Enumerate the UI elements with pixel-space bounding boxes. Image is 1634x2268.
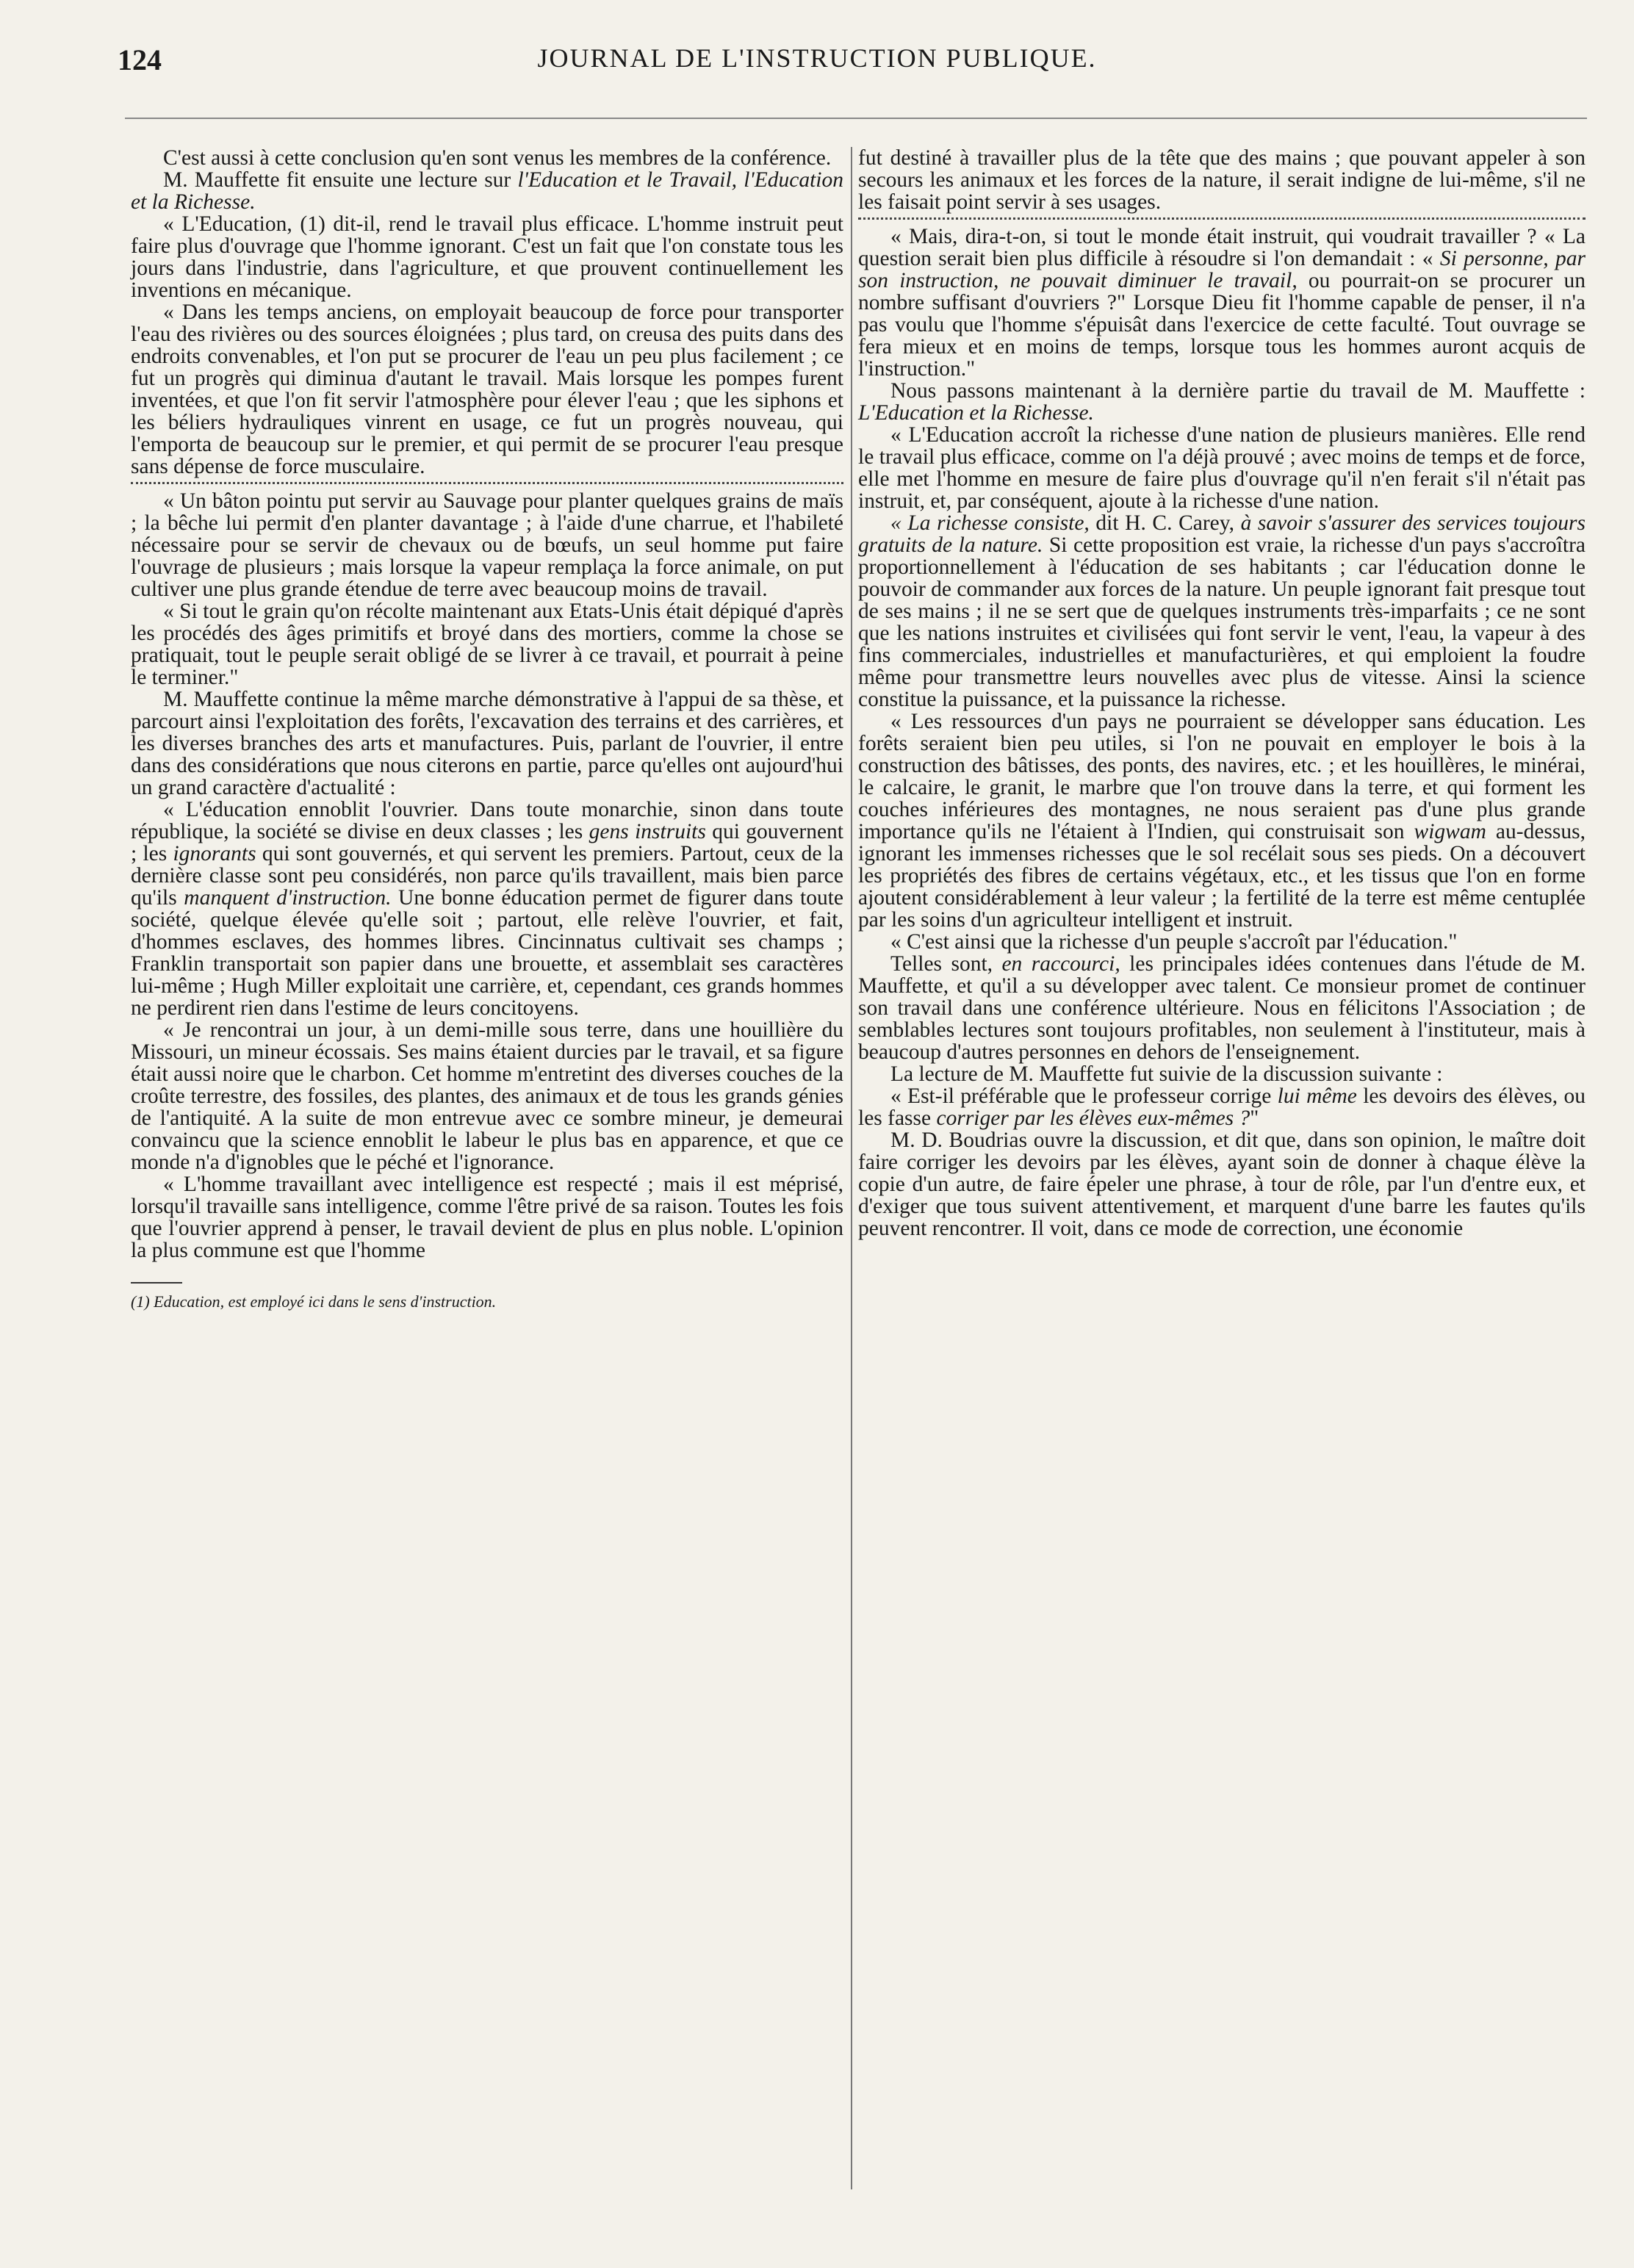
text: les principales idées contenues dans l'étude de M. Mauffette, et qu'il a su développer avec talent. Ce monsieur promet de continuer son travail dans une conférence ultérieure. Nous en félicitons l'Association ; de semblables lectures sont toujours profitables, non seulement à l'instituteur, mais à beaucoup d'autres personnes en dehors de l'enseignement. [858,952,1586,1064]
paragraph: « L'Education accroît la richesse d'une nation de plusieurs manières. Elle rend le travail plus efficace, comme on l'a déjà prouvé ; avec moins de temps et de force, elle met l'homme en mesure de faire plus d'ouvrage qu'il n'en ferait s'il n'était pas instruit, et, par conséquent, ajoute à la richesse d'une nation. [858,423,1586,513]
text: " [1250,1106,1259,1130]
paragraph: « C'est ainsi que la richesse d'un peuple s'accroît par l'éducation." [890,930,1458,954]
paragraph [858,380,1586,424]
text: qui gouvernent ; les [131,820,843,865]
text: « L'éducation ennoblit l'ouvrier. Dans toute monarchie, sinon dans toute république, la société se divise en deux classes ; les [131,798,843,843]
paragraph: La lecture de M. Mauffette fut suivie de la discussion suivante : [890,1062,1443,1086]
italic-text: Si personne, par son instruction, ne pouvait diminuer le travail, [858,247,1586,292]
column-divider [851,147,852,2189]
left-column [131,147,843,1313]
paragraph [131,799,843,1019]
text: Nous passons maintenant à la dernière partie du travail de M. Mauffette : [890,379,1586,403]
dotted-separator [858,217,1586,220]
text: au-dessus, ignorant les immenses richesses que le sol recélait sous ses pieds. On a découvert les propriétés des fibres de certains végétaux, etc., et les tissus que l'on en forme ajoutent considérablement à leur valeur ; la fertilité de la terre est même centuplée par les soins d'un agriculteur intelligent et instruit. [858,820,1586,932]
footnote [131,1291,843,1313]
header-rule [125,118,1587,119]
italic-text: gens instruits [589,820,706,843]
text: dit H. C. Carey, [1089,511,1241,535]
paragraph [858,953,1586,1063]
text: instruction. [422,1292,497,1311]
running-title: JOURNAL DE L'INSTRUCTION PUBLIQUE. [537,43,1097,73]
text: M. Mauffette fit ensuite une lecture sur [163,168,518,192]
paragraph [858,710,1586,931]
text: ou pourrait-on se procurer un nombre suffisant d'ouvriers ?" Lorsque Dieu fit l'homme capable de penser, il n'a pas voulu que l'homme s'épuisât dans l'exercice de cette faculté. Tout ouvrage se fera mieux et en moins de temps, lorsque tous les hommes auront acquis de l'instruction." [858,269,1586,381]
text: « Mais, dira-t-on, si tout le monde était instruit, qui voudrait travailler ? « La question serait bien plus difficile à résoudre si l'on demandait : « [858,225,1586,270]
page-number: 124 [118,43,162,76]
paragraph: M. Mauffette continue la même marche démonstrative à l'appui de sa thèse, et parcourt ainsi l'exploitation des forêts, l'excavation des terrains et des carrières, et les diverses branches des arts et manufactures. Puis, parlant de l'ouvrier, il entre dans des considérations que nous citerons en partie, parce qu'elles ont aujourd'hui un grand caractère d'actualité : [131,688,843,799]
paragraph: « Dans les temps anciens, on employait beaucoup de force pour transporter l'eau des rivières ou des sources éloignées ; plus tard, on creusa des puits dans des endroits convenables, et l'on put se procurer de l'eau un peu plus facilement ; ce fut un progrès qui diminua d'autant le travail. Mais lorsque les pompes furent inventées, et que l'on fit servir l'atmosphère pour élever l'eau ; que les siphons et les béliers hydrauliques vinrent en usage, ce fut un progrès nouveau, qui l'emporta de beaucoup sur le premier, et qui permit de se procurer l'eau presque sans dépense de force musculaire. [131,300,843,478]
text: « Est-il préférable que le professeur corrige [890,1084,1278,1108]
text: « Les ressources d'un pays ne pourraient se développer sans éducation. Les forêts seraient bien peu utiles, si l'on ne pouvait en employer le bois à la construction des bâtisses, des ponts, des navires, etc. ; et les houillères, le minérai, le calcaire, le granit, le marbre que l'on trouve dans la terre, et qui forment les couches inférieures des montagnes, ne nous seraient pas d'une plus grande importance qu'ils ne l'étaient à l'Indien, qui construisait son [858,710,1586,843]
italic-text: l'Education et le Travail, l'Education et la Richesse. [131,168,843,214]
italic-text: à savoir s'assurer des services toujours gratuits de la nature. [858,511,1586,557]
text: (1) Education, est employé ici dans le sens d' [131,1292,422,1311]
footnote-rule [131,1282,182,1284]
italic-text: corriger par les élèves eux-mêmes ? [936,1106,1250,1130]
paragraph [131,169,843,213]
text: qui sont gouvernés, et qui servent les premiers. Partout, ceux de la dernière classe sont peu considérés, non parce qu'ils travaillent, mais bien parce qu'ils [131,842,843,910]
dotted-separator [131,482,843,484]
italic-text: en raccourci, [1001,952,1120,976]
paragraph: M. D. Boudrias ouvre la discussion, et dit que, dans son opinion, le maître doit faire corriger les devoirs par les élèves, ayant soin de donner à chaque élève la copie d'un autre, de faire épeler une phrase, à tour de rôle, par l'un d'entre eux, et d'exiger que tous suivent attentivement, et marquent d'une barre les fautes qu'ils peuvent rencontrer. Il voit, dans ce mode de correction, une économie [858,1128,1586,1240]
paragraph [858,1085,1586,1129]
paragraph: « Un bâton pointu put servir au Sauvage pour planter quelques grains de maïs ; la bêche lui permit d'en planter davantage ; à l'aide d'une charrue, et l'habileté nécessaire pour se servir de chevaux ou de bœufs, un seul homme put faire l'ouvrage de plusieurs ; mais lorsque la vapeur remplaça la force animale, on put cultiver une plus grande étendue de terre avec beaucoup moins de travail. [131,489,843,601]
paragraph: C'est aussi à cette conclusion qu'en sont venus les membres de la conférence. [163,146,832,170]
text: Une bonne éducation permet de figurer dans toute société, quelque élevée qu'elle soit ; partout, elle relève l'ouvrier, et fait, d'hommes esclaves, des hommes libres. Cincinnatus cultivait ses champs ; Franklin transportait son papier dans une brouette, et assemblait ses caractères lui-même ; Hugh Miller exploitait une carrière, et, cependant, ces grands hommes ne perdirent rien dans l'estime de leurs concitoyens. [131,886,843,1020]
paragraph: « L'homme travaillant avec intelligence est respecté ; mais il est méprisé, lorsqu'il travaille sans intelligence, comme l'être privé de sa raison. Toutes les fois que l'ouvrier apprend à penser, le travail devient de plus en plus noble. L'opinion la plus commune est que l'homme [131,1173,843,1262]
italic-text: manquent d'instruction. [184,886,392,910]
italic-text: L'Education et la Richesse. [858,401,1094,425]
text: Si cette proposition est vraie, la richesse d'un pays s'accroîtra proportionnellement à l'éducation de ses habitants ; car l'éducation donne le pouvoir de commander aux forces de la nature. Un peuple ignorant fait presque tout de ses mains ; il ne se sert que de quelques instruments très-imparfaits ; ce ne sont que les nations instruites et civilisées qui font servir le vent, l'eau, la vapeur à des fins commerciales, industrielles et manufacturières, et qui emploient la foudre même pour transmettre leurs nouvelles avec plus de vitesse. Ainsi la science constitue la puissance, et la puissance la richesse. [858,533,1586,711]
paragraph [858,226,1586,380]
text: les devoirs des élèves, ou les fasse [858,1084,1586,1130]
paragraph: fut destiné à travailler plus de la tête que des mains ; que pouvant appeler à son secours les animaux et les forces de la nature, il serait indigne de lui-même, s'il ne les faisait point servir à ses usages. [858,146,1586,214]
right-column [858,147,1586,1239]
paragraph [858,512,1586,710]
text: Telles sont, [890,952,1002,976]
page-header [0,43,1634,87]
paragraph: « Si tout le grain qu'on récolte maintenant aux Etats-Unis était dépiqué d'après les procédés des âges primitifs et broyé dans des mortiers, comme la chose se pratiquait, tout le peuple serait obligé de se livrer à ce travail, et pourrait à peine le terminer." [131,600,843,689]
italic-text: lui même [1277,1084,1357,1108]
italic-text: « La richesse consiste, [890,511,1090,535]
italic-text: ignorants [173,842,256,865]
italic-text: wigwam [1414,820,1486,843]
paragraph: « Je rencontrai un jour, à un demi-mille sous terre, dans une houillière du Missouri, un mineur écossais. Ses mains étaient durcies par le travail, et sa figure était aussi noire que le charbon. Cet homme m'entretint des diverses couches de la croûte terrestre, des fossiles, des plantes, des animaux et de tous les grands génies de l'antiquité. A la suite de mon entrevue avec ce sombre mineur, je demeurai convaincu que la science ennoblit le labeur le plus bas en apparence, et que ce monde n'a d'ignobles que le péché et l'ignorance. [131,1018,843,1174]
paragraph: « L'Education, (1) dit-il, rend le travail plus efficace. L'homme instruit peut faire plus d'ouvrage que l'homme ignorant. C'est un fait que l'on constate tous les jours dans l'industrie, dans l'agriculture, et que prouvent continuellement les inventions en mécanique. [131,212,843,302]
